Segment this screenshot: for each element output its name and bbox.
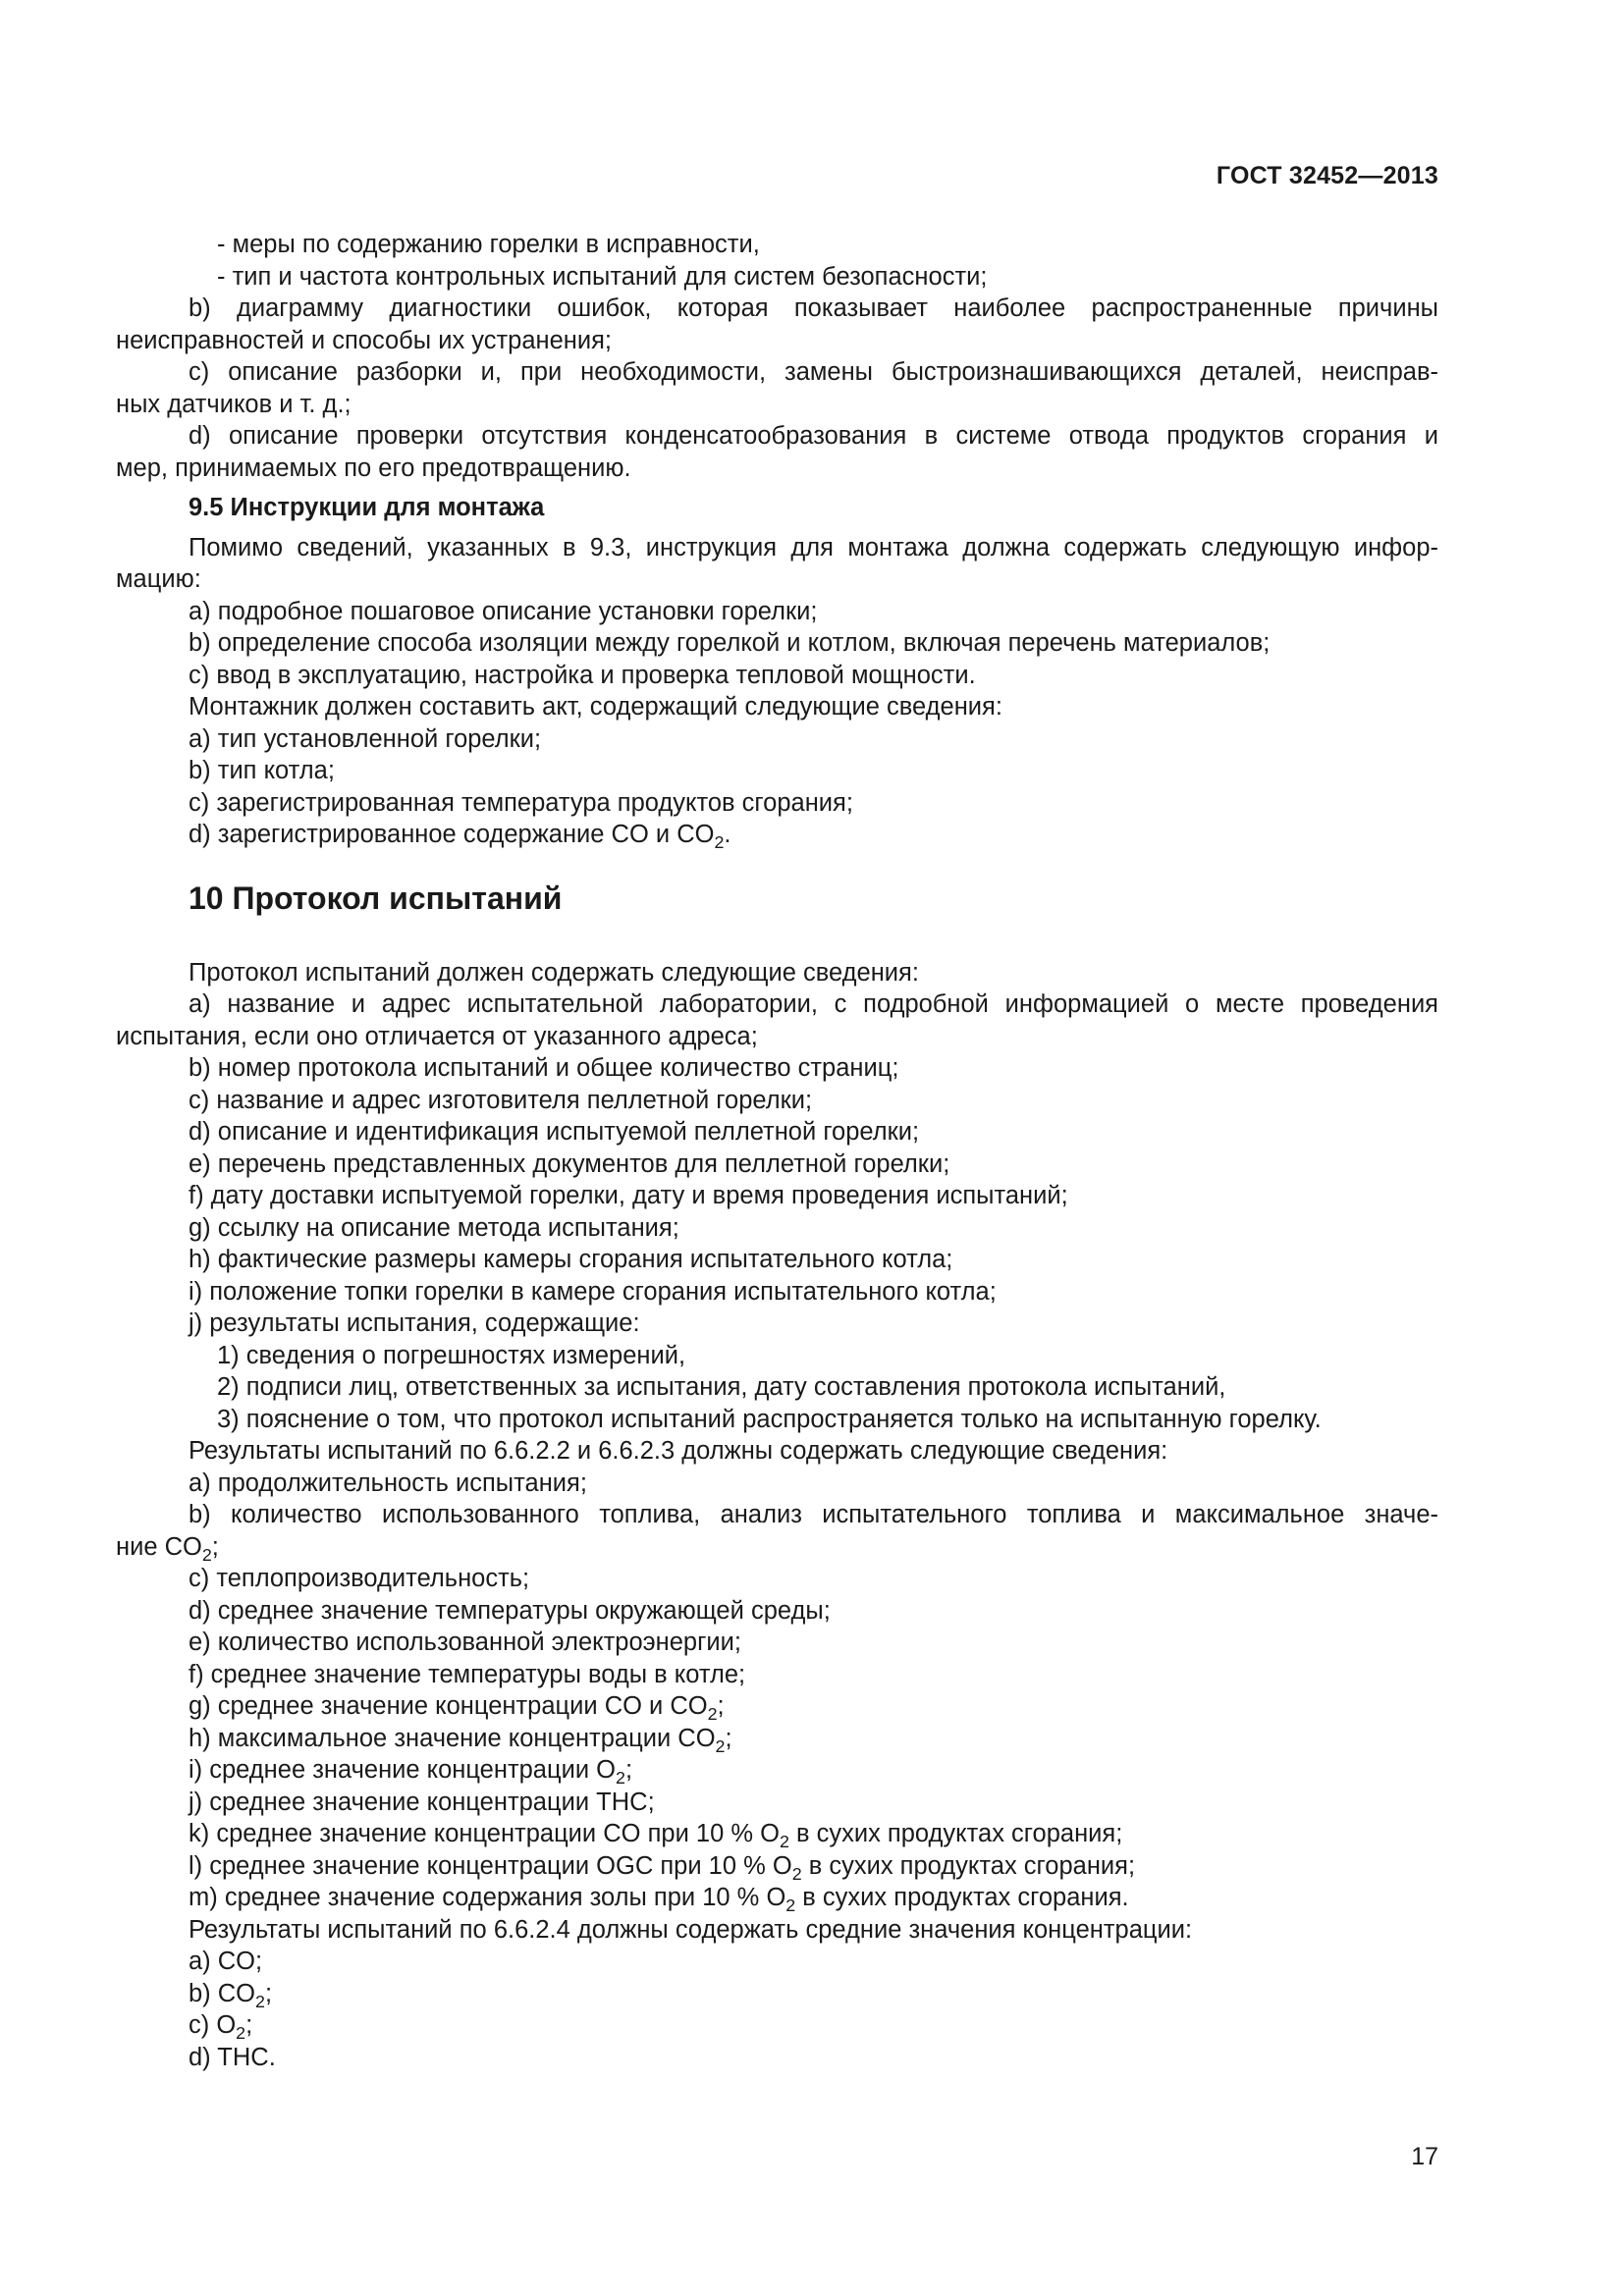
list-item: d) описание и идентификация испытуемой пеллетной горелки; [189, 1118, 920, 1146]
list-item: c) зарегистрированная температура продуктов сгорания; [189, 788, 853, 817]
list-item: b) определение способа изоляции между горелкой и котлом, включая перечень материалов; [189, 629, 1271, 657]
list-item: h) фактические размеры камеры сгорания испытательного котла; [189, 1246, 953, 1273]
list-item: f) среднее значение температуры воды в котле; [189, 1660, 746, 1688]
list-item: k) среднее значение концентрации CO при 10 % $O_2$ в сухих продуктах сгорания; [189, 1820, 1123, 1852]
list-item: e) количество использованной электроэнергии; [189, 1629, 741, 1656]
sub-list-item: 1) сведения о погрешностях измерений, [217, 1341, 686, 1369]
list-item-b-cont: неисправностей и способы их устранения; [116, 326, 613, 354]
paragraph: Монтажник должен составить акт, содержащий следующие сведения: [189, 693, 1002, 721]
list-item: j) среднее значение концентрации THC; [189, 1788, 655, 1816]
list-item: f) дату доставки испытуемой горелки, дату и время проведения испытаний; [189, 1182, 1068, 1209]
paragraph: Протокол испытаний должен содержать следующие сведения: [189, 958, 919, 987]
list-item: b) номер протокола испытаний и общее количество страниц; [189, 1054, 899, 1082]
section-9-5-intro-cont: мацию: [116, 565, 201, 593]
list-item: c) ввод в эксплуатацию, настройка и проверка тепловой мощности. [189, 661, 976, 689]
list-item: j) результаты испытания, содержащие: [189, 1309, 640, 1337]
section-9-5-title: 9.5 Инструкции для монтажа [189, 494, 545, 521]
list-item-c: c) описание разборки и, при необходимости, замены быстроизнашивающихся деталей, неисправ- [189, 358, 1438, 386]
list-item: i) среднее значение концентрации $O_2$; [189, 1756, 633, 1789]
page-content [116, 229, 1438, 2073]
list-item: l) среднее значение концентрации OGC при 10 % $O_2$ в сухих продуктах сгорания; [189, 1851, 1136, 1884]
dash-item: - меры по содержанию горелки в исправности, [217, 231, 760, 258]
list-item: a) тип установленной горелки; [189, 724, 542, 753]
list-item: a) подробное пошаговое описание установки горелки; [189, 597, 818, 625]
list-item: h) максимальное значение концентрации $CO_2$; [189, 1724, 732, 1756]
list-item-a-cont: испытания, если оно отличается от указанного адреса; [116, 1022, 758, 1050]
paragraph: Результаты испытаний по 6.6.2.2 и 6.6.2.3 должны содержать следующие сведения: [189, 1437, 1168, 1465]
list-item: b) тип котла; [189, 757, 335, 784]
section-9-5-intro: Помимо сведений, указанных в 9.3, инструкция для монтажа должна содержать следующую инфор- [189, 533, 1438, 561]
list-item-d-cont: мер, принимаемых по его предотвращению. [116, 454, 631, 482]
list-item-b: b) количество использованного топлива, анализ испытательного топлива и максимальное значе- [189, 1501, 1438, 1528]
document-code: ГОСТ 32452—2013 [1216, 162, 1438, 189]
list-item: c) теплопроизводительность; [189, 1565, 530, 1592]
list-item: c) название и адрес изготовителя пеллетной горелки; [189, 1086, 813, 1114]
list-item: i) положение топки горелки в камере сгорания испытательного котла; [189, 1277, 997, 1306]
list-item: e) перечень представленных документов для пеллетной горелки; [189, 1149, 950, 1178]
list-item: a) продолжительность испытания; [189, 1468, 587, 1497]
page-number: 17 [1411, 2143, 1438, 2170]
list-item: d) среднее значение температуры окружающей среды; [189, 1596, 831, 1625]
sub-list-item: 2) подписи лиц, ответственных за испытания, дату составления протокола испытаний, [217, 1373, 1226, 1401]
list-item-b-cont: ние $CO_2$; [116, 1532, 219, 1565]
list-item: g) среднее значение концентрации CO и $CO_2$; [189, 1692, 725, 1725]
list-item: d) THC. [189, 2043, 276, 2071]
list-item: a) CO; [189, 1948, 263, 1975]
list-item: g) ссылку на описание метода испытания; [189, 1213, 679, 1242]
list-item: d) зарегистрированное содержание CO и $CO_2$. [189, 821, 731, 853]
list-item: b) $CO_2$; [189, 1979, 273, 2011]
list-item-b: b) диаграмму диагностики ошибок, которая показывает наиболее распространенные причины [189, 294, 1438, 322]
list-item-c-cont: ных датчиков и т. д.; [116, 390, 352, 418]
sub-list-item: 3) пояснение о том, что протокол испытаний распространяется только на испытанную горелку. [217, 1405, 1322, 1433]
dash-item: - тип и частота контрольных испытаний для систем безопасности; [217, 262, 988, 291]
list-item: c) $O_2$; [189, 2011, 253, 2044]
list-item-d: d) описание проверки отсутствия конденсатообразования в системе отвода продуктов сгорания и [189, 422, 1438, 450]
list-item: m) среднее значение содержания золы при 10 % $O_2$ в сухих продуктах сгорания. [189, 1884, 1129, 1916]
section-10-title: 10 Протокол испытаний [189, 880, 563, 916]
paragraph: Результаты испытаний по 6.6.2.4 должны содержать средние значения концентрации: [189, 1915, 1193, 1944]
list-item-a: a) название и адрес испытательной лаборатории, с подробной информацией о месте проведения [189, 990, 1438, 1018]
